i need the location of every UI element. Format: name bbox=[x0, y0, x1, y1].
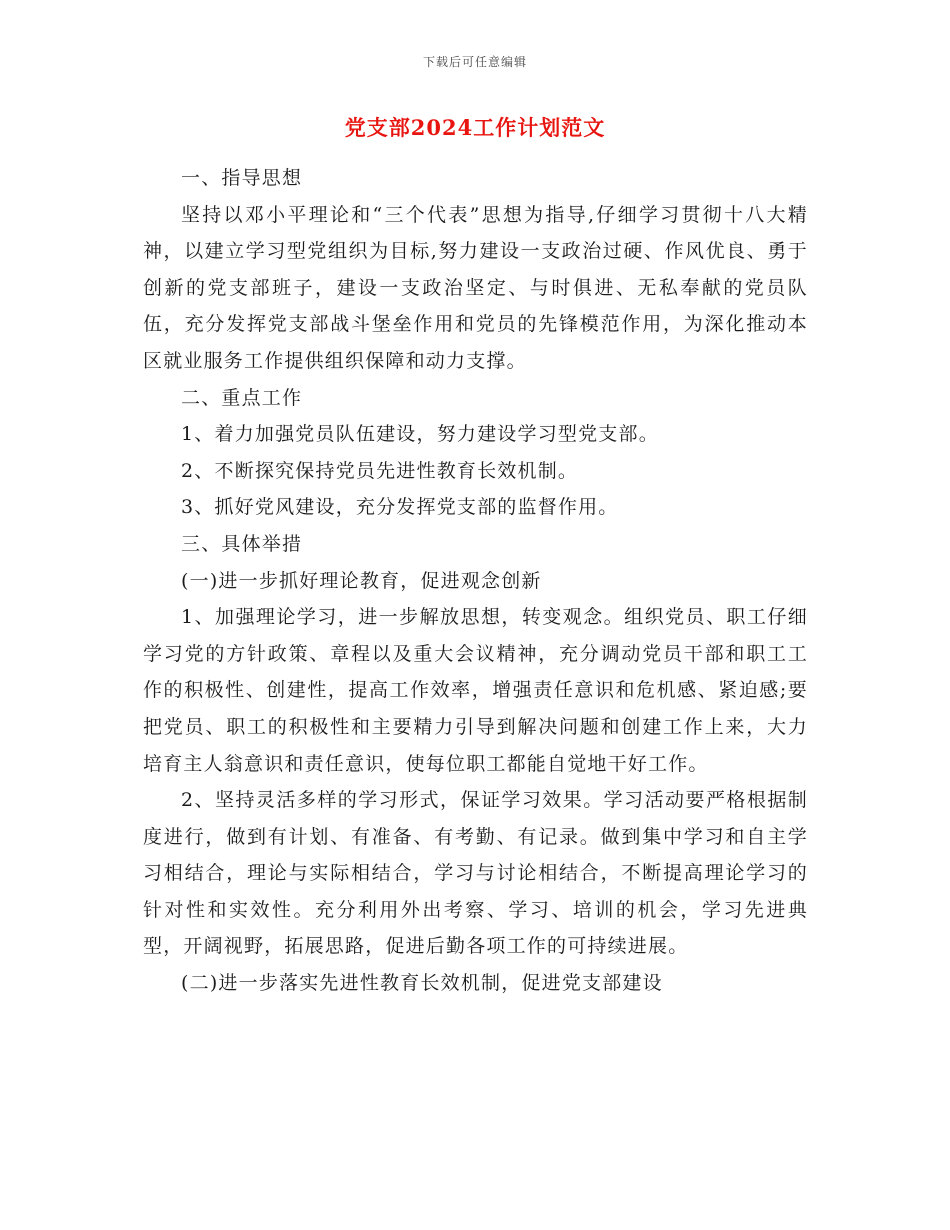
section-heading-guiding-ideology: 一、指导思想 bbox=[181, 167, 303, 189]
subsection-heading: (一)进一步抓好理论教育，促进观念创新 bbox=[181, 569, 542, 592]
section-heading-measures: 三、具体举措 bbox=[181, 532, 303, 555]
subsection-heading: (二)进一步落实先进性教育长效机制，促进党支部建设 bbox=[181, 972, 663, 995]
list-item: 1、着力加强党员队伍建设，努力建设学习型党支部。 bbox=[181, 423, 659, 446]
document-title: 党支部2024工作计划范文 bbox=[344, 115, 606, 140]
document-body bbox=[143, 160, 808, 1002]
paragraph: 1、加强理论学习，进一步解放思想，转变观念。组织党员、职工仔细学习党的方针政策、章程以及重大会议精神，充分调动党员干部和职工工作的积极性、创建性，提高工作效率，增强责任意识和危机感、紧迫感;要把党员、职工的积极性和主要精力引导到解决问题和创建工作上来，大力培育主人翁意识和责任意识，使每位职工都能自觉地干好工作。 bbox=[143, 606, 808, 775]
page-header: 下载后可任意编辑 bbox=[422, 55, 527, 69]
section-heading-key-work: 二、重点工作 bbox=[181, 386, 303, 409]
paragraph: 2、坚持灵活多样的学习形式，保证学习效果。学习活动要严格根据制度进行，做到有计划、有准备、有考勤、有记录。做到集中学习和自主学习相结合，理论与实际相结合，学习与讨论相结合，不断提高理论学习的针对性和实效性。充分利用外出考察、学习、培训的机会，学习先进典型，开阔视野，拓展思路，促进后勤各项工作的可持续进展。 bbox=[143, 789, 808, 958]
paragraph: 坚持以邓小平理论和“三个代表”思想为指导,仔细学习贯彻十八大精神，以建立学习型党组织为目标,努力建设一支政治过硬、作风优良、勇于创新的党支部班子，建设一支政治坚定、与时俱进、无私奉献的党员队伍，充分发挥党支部战斗堡垒作用和党员的先锋模范作用，为深化推动本区就业服务工作提供组织保障和动力支撑。 bbox=[143, 203, 808, 372]
list-item: 2、不断探究保持党员先进性教育长效机制。 bbox=[181, 459, 579, 482]
list-item: 3、抓好党风建设，充分发挥党支部的监督作用。 bbox=[181, 496, 619, 519]
